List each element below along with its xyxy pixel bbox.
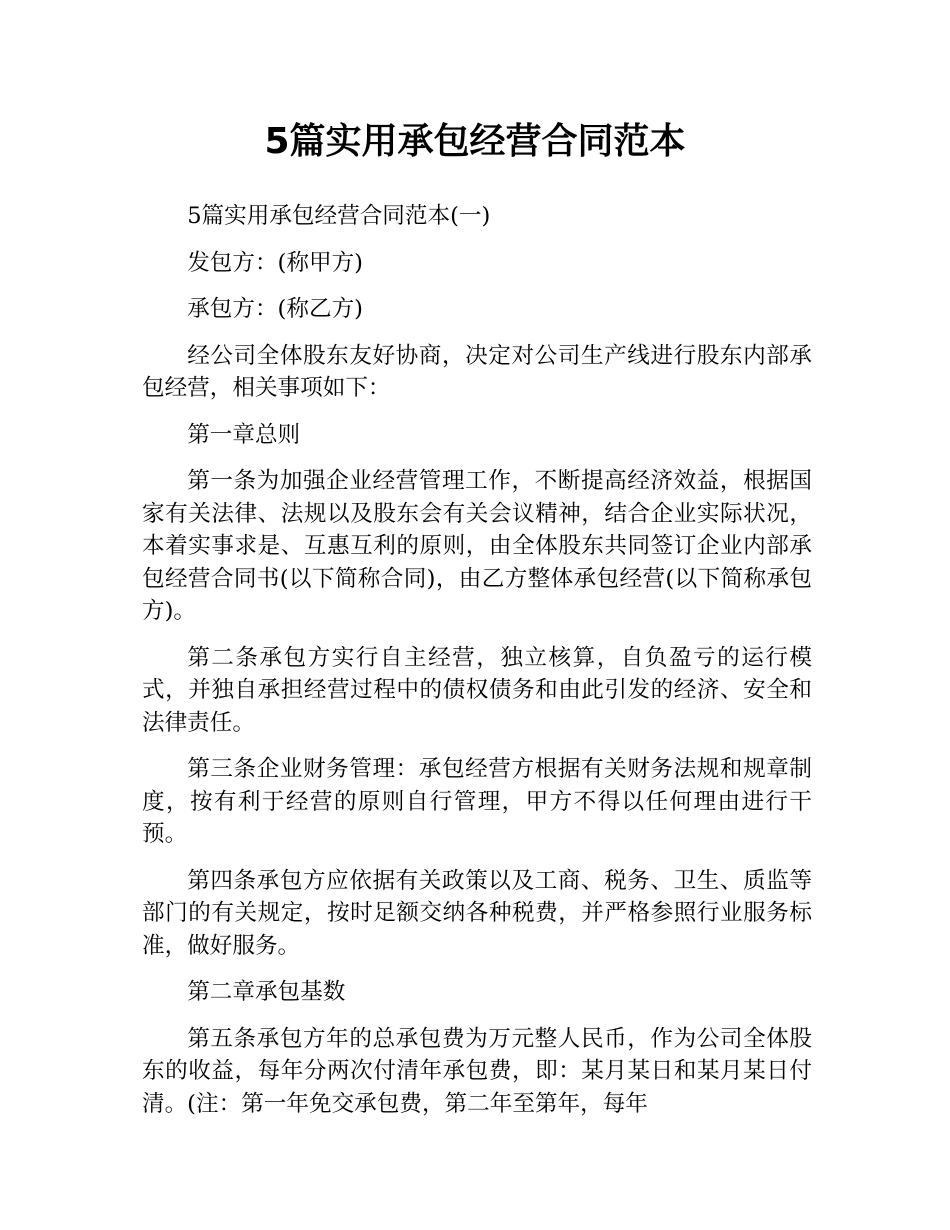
chapter-heading-1: 第一章总则 bbox=[187, 421, 301, 448]
article-2: 第二条承包方实行自主经营，独立核算，自负盈亏的运行模式，并独自承担经营过程中的债权债务和由此引发的经济、安全和法律责任。 bbox=[142, 644, 812, 736]
document-body bbox=[142, 200, 812, 1134]
article-5: 第五条承包方年的总承包费为万元整人民币，作为公司全体股东的收益，每年分两次付清年承包费，即：某月某日和某月某日付清。(注：第一年免交承包费，第二年至第年，每年 bbox=[142, 1025, 812, 1117]
paragraph-party-a: 发包方：(称甲方) bbox=[187, 249, 363, 276]
paragraph-party-b: 承包方：(称乙方) bbox=[187, 296, 363, 322]
page-title: 5篇实用承包经营合同范本 bbox=[264, 121, 686, 162]
paragraph-subtitle: 5篇实用承包经营合同范本(一) bbox=[187, 203, 491, 229]
chapter-heading-2: 第二章承包基数 bbox=[187, 979, 346, 1005]
paragraph-intro: 经公司全体股东友好协商，决定对公司生产线进行股东内部承包经营，相关事项如下： bbox=[142, 342, 812, 401]
article-3: 第三条企业财务管理：承包经营方根据有关财务法规和规章制度，按有利于经营的原则自行管理，甲方不得以任何理由进行干预。 bbox=[142, 756, 812, 847]
article-4: 第四条承包方应依据有关政策以及工商、税务、卫生、质监等部门的有关规定，按时足额交纳各种税费，并严格参照行业服务标准，做好服务。 bbox=[142, 867, 812, 959]
article-1: 第一条为加强企业经营管理工作，不断提高经济效益，根据国家有关法律、法规以及股东会有关会议精神，结合企业实际状况，本着实事求是、互惠互利的原则，由全体股东共同签订企业内部承包经营合同书(以下简称合同)，由乙方整体承包经营(以下简称承包方)。 bbox=[142, 468, 812, 624]
